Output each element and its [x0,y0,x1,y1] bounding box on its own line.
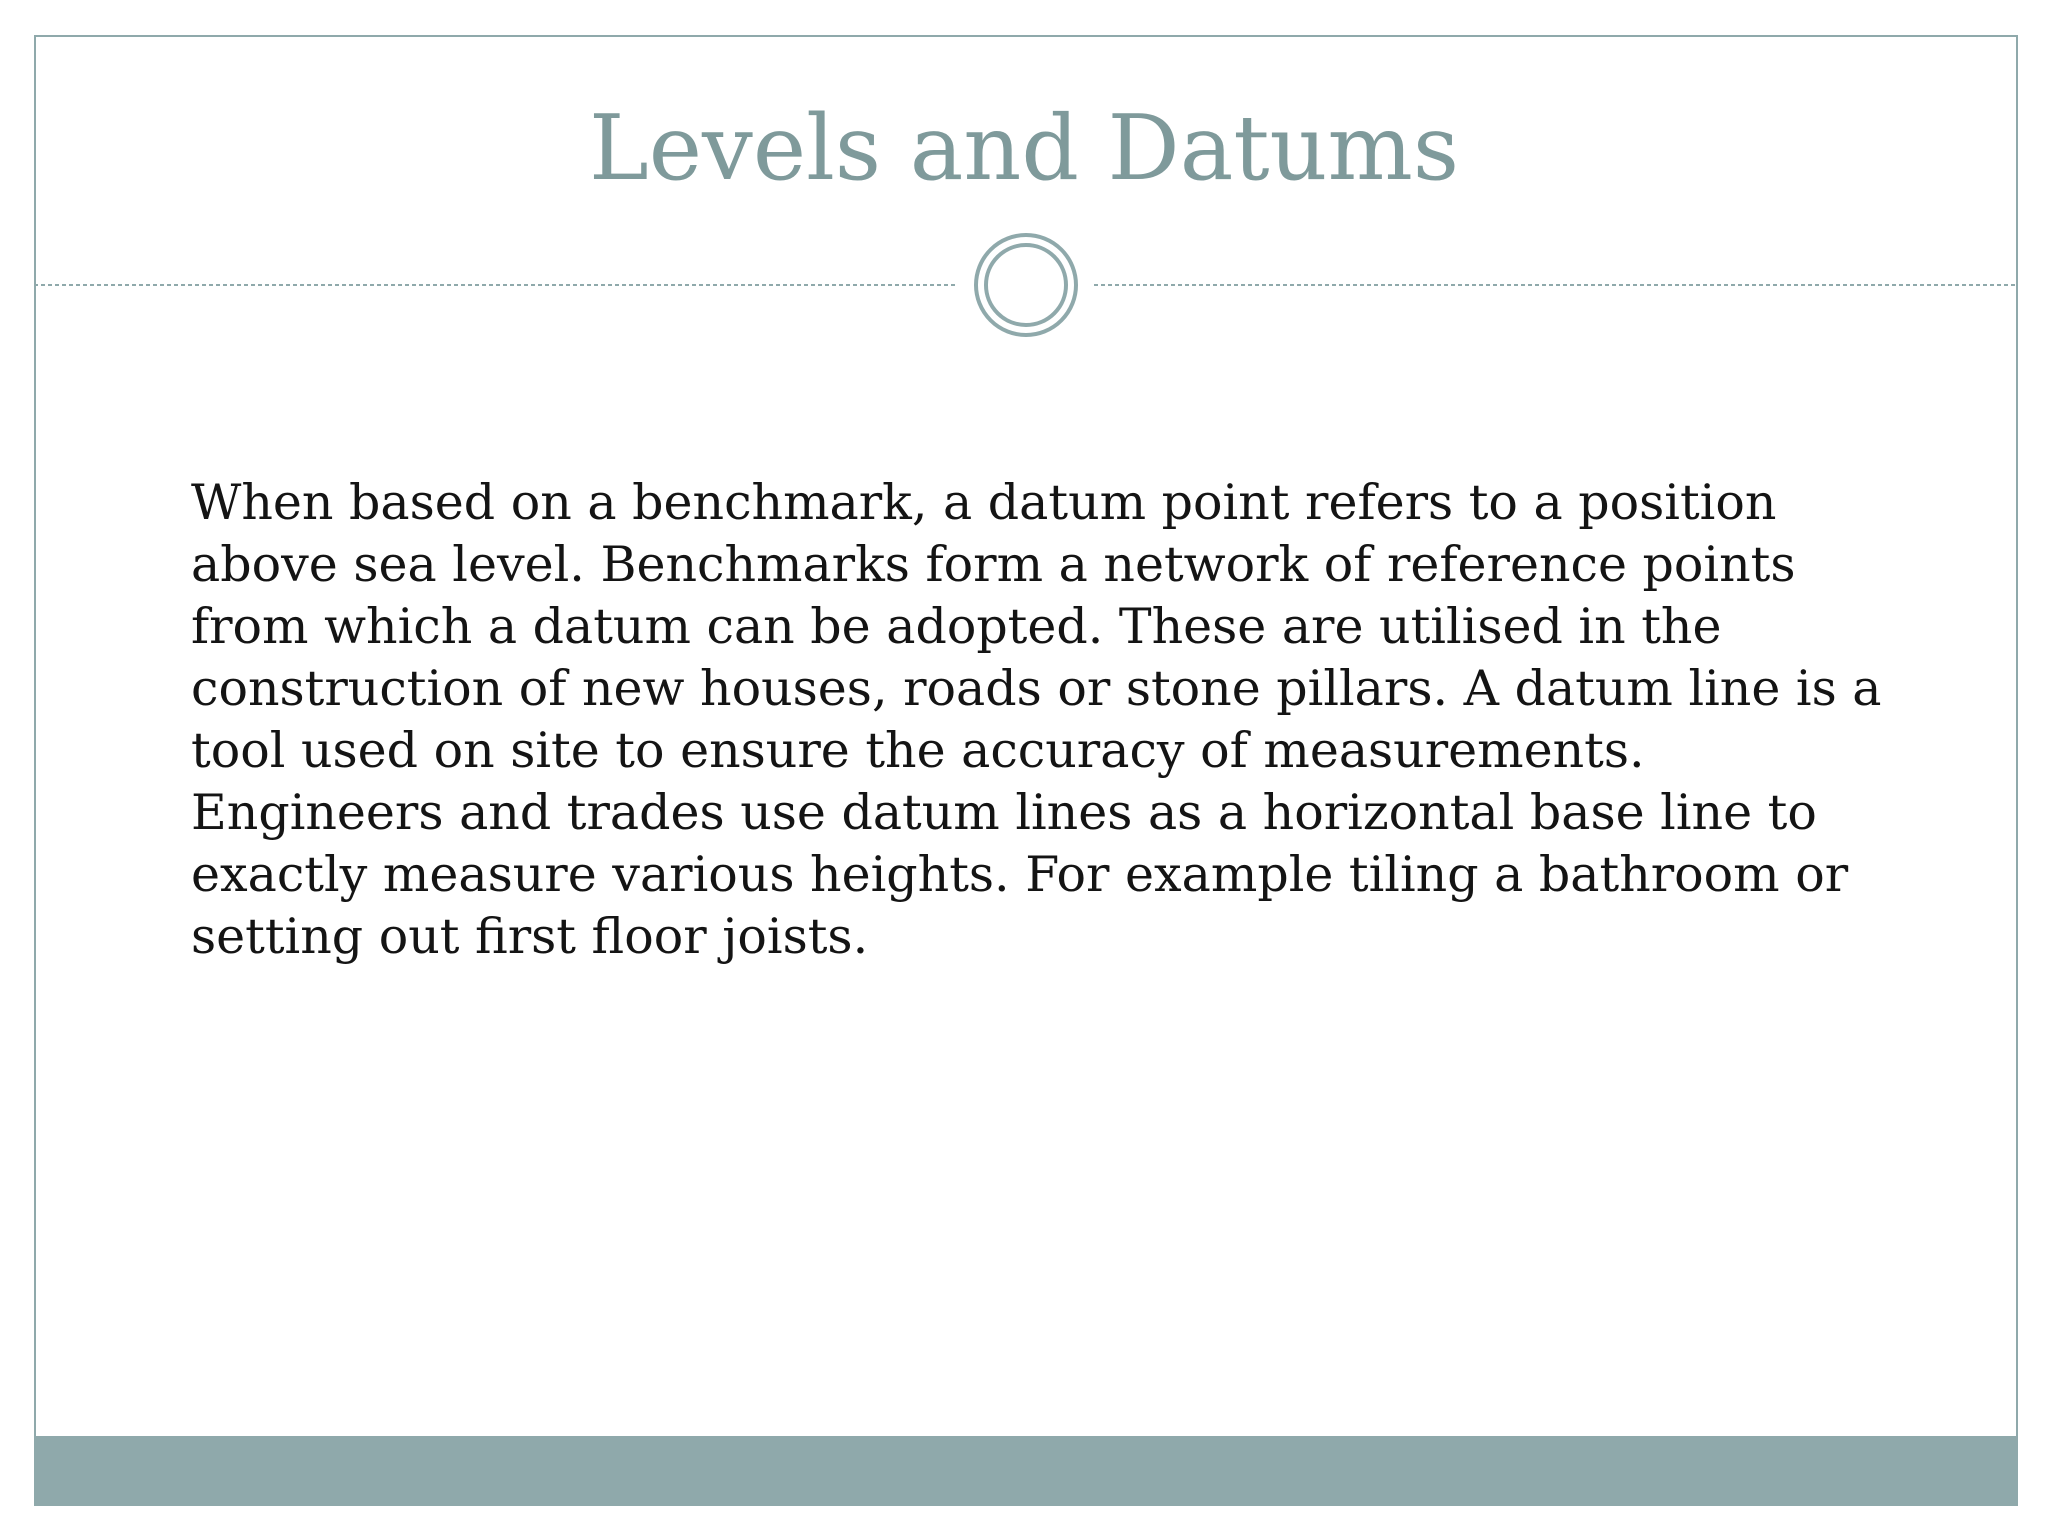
slide-body-text: When based on a benchmark, a datum point refers to a position above sea level. Benchmarks form a network of reference points from which a datum can be adopted. These are utilised in the construction of new houses, roads or stone pillars. A datum line is a tool used on site to ensure the accuracy of measurements. Engineers and trades use datum lines as a horizontal base line to exactly measure various heights. For example tiling a bathroom or setting out first floor joists. [191,474,1882,965]
footer-band [34,1436,2018,1506]
double-ring-icon [976,235,1076,335]
slide-title: Levels and Datums [588,96,1460,201]
title-divider [34,228,2018,342]
